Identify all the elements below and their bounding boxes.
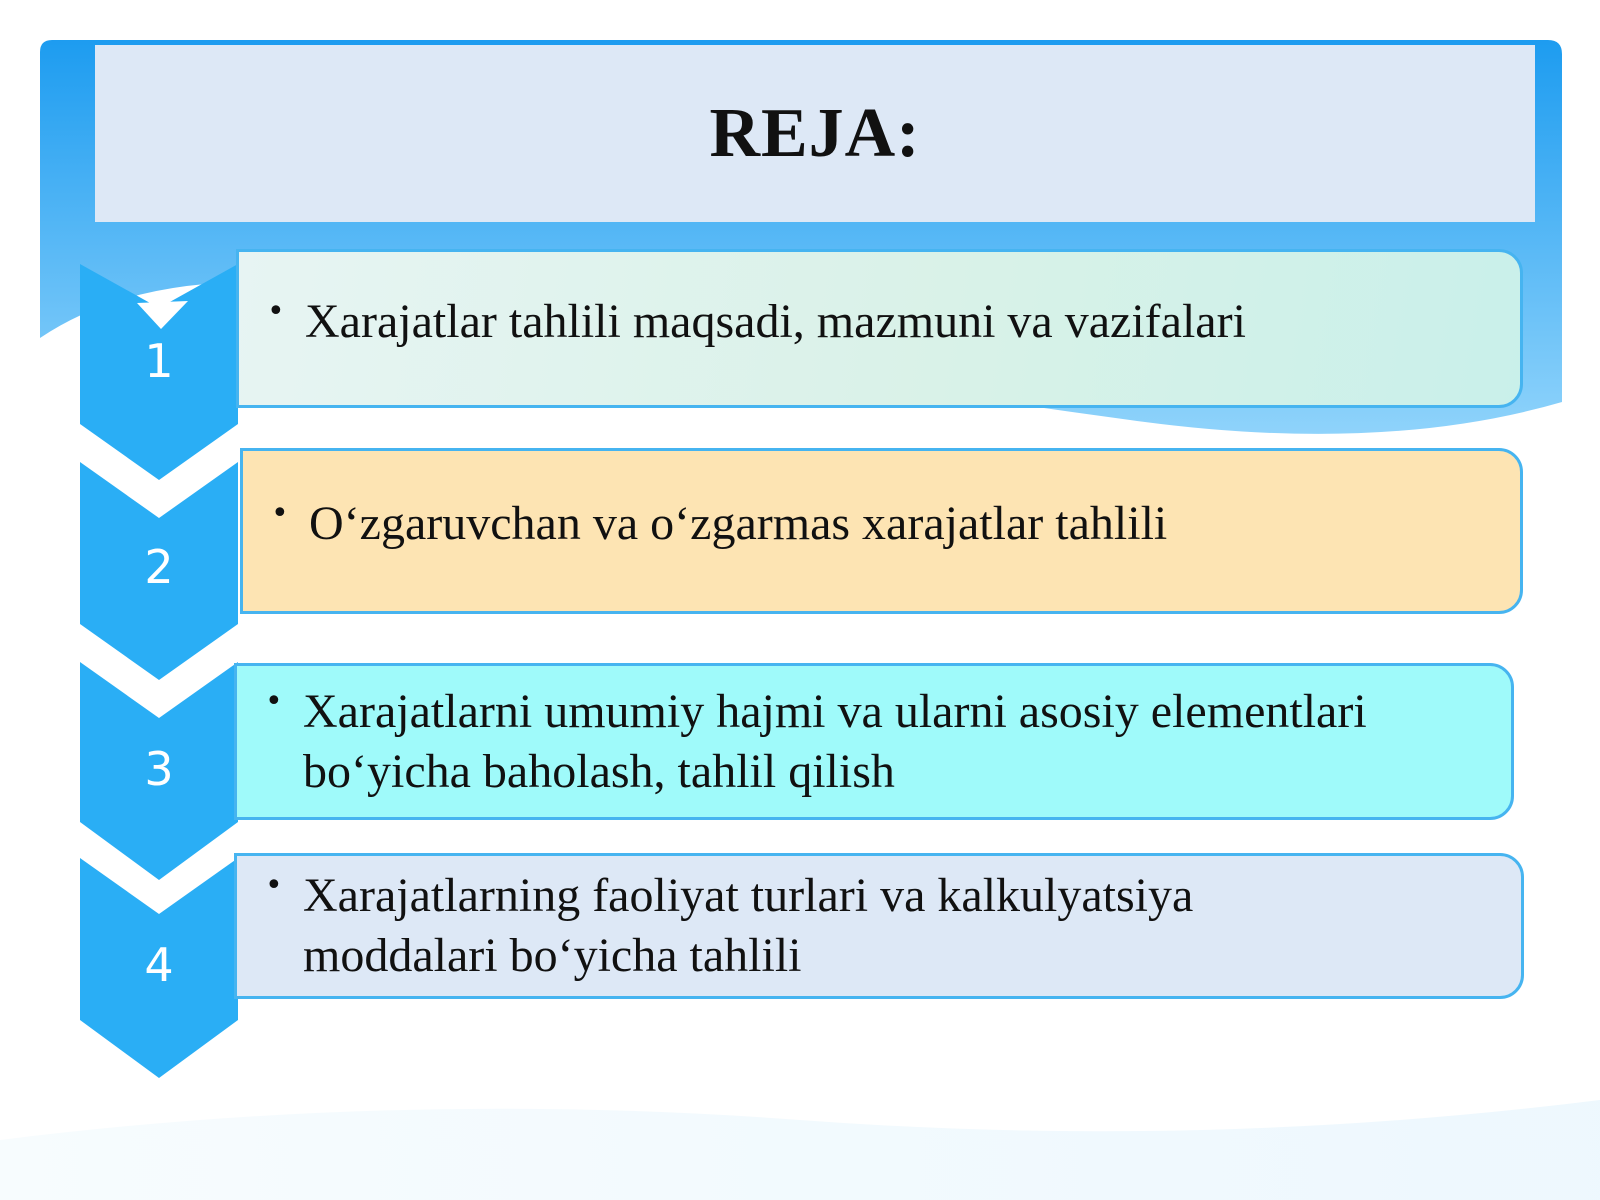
step-number-2: 2 — [144, 540, 174, 594]
plan-item-text — [303, 866, 1503, 986]
title-panel — [95, 45, 1535, 222]
plan-item-1 — [236, 249, 1523, 408]
plan-item-3 — [234, 663, 1514, 820]
bullet: • — [271, 496, 289, 531]
plan-item-line: Xarajatlar tahlili maqsadi, mazmuni va vazifalari — [305, 295, 1246, 348]
plan-item-text — [303, 682, 1493, 802]
plan-item-line: moddalari bo‘yicha tahlili — [303, 929, 802, 982]
step-number-3: 3 — [144, 742, 174, 796]
bullet: • — [265, 684, 283, 719]
bullet: • — [265, 868, 283, 903]
footer-wave-shape — [0, 1100, 1600, 1200]
bullet: • — [267, 294, 285, 329]
plan-item-2 — [240, 448, 1523, 614]
slide-title: REJA: — [709, 94, 921, 172]
step-number-4: 4 — [144, 938, 174, 992]
plan-item-line: Xarajatlarni umumiy hajmi va ularni asosiy elementlari — [303, 685, 1367, 738]
plan-item-line: Xarajatlarning faoliyat turlari va kalkulyatsiya — [303, 869, 1194, 922]
plan-item-text — [309, 494, 1502, 554]
plan-item-line: bo‘yicha baholash, tahlil qilish — [303, 745, 895, 798]
plan-item-4 — [234, 853, 1524, 999]
plan-item-line: O‘zgaruvchan va o‘zgarmas xarajatlar tahlili — [309, 497, 1168, 550]
step-number-1: 1 — [144, 334, 174, 388]
plan-item-text — [305, 292, 1502, 352]
